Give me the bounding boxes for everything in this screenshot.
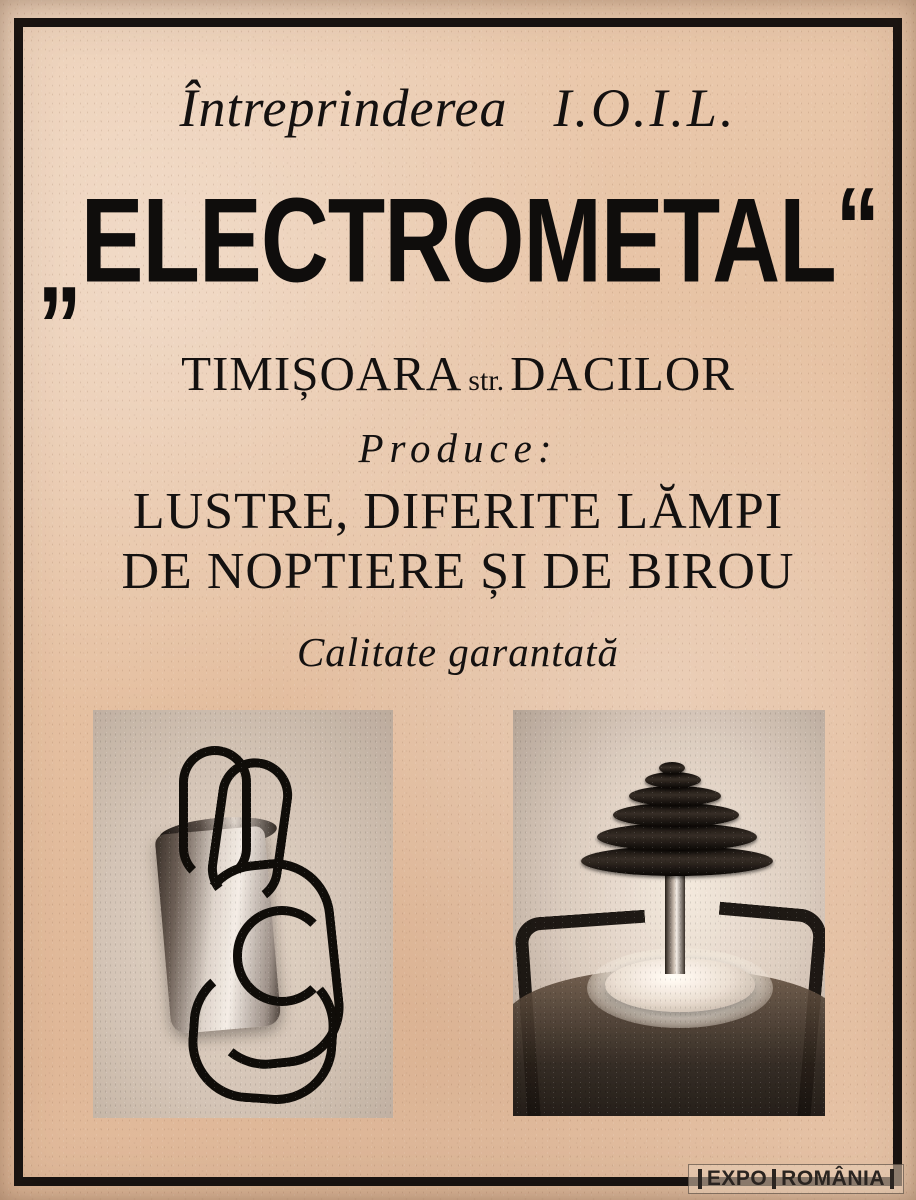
- quality-guarantee: Calitate garantată: [296, 629, 620, 676]
- product-photos: [49, 710, 867, 1118]
- street-abbrev: str.: [468, 363, 505, 397]
- products-list: [122, 482, 795, 603]
- watermark-bar-left: [698, 1169, 702, 1189]
- street-name: DACILOR: [510, 345, 735, 401]
- city-name: TIMIȘOARA: [181, 345, 463, 401]
- wire-loop-5: [233, 906, 331, 1006]
- watermark-bar-mid: [772, 1169, 776, 1189]
- lamp-stem: [665, 868, 685, 974]
- photo-lamp-wire-frame: [93, 710, 393, 1118]
- brand-name: ELECTROMETAL: [80, 172, 836, 308]
- quote-close: “: [835, 165, 879, 291]
- watermark-bar-right: [890, 1169, 894, 1189]
- advertisement-border: [14, 18, 902, 1186]
- address-line: [181, 345, 735, 402]
- advertisement-content: [23, 27, 893, 1177]
- company-initials: I.O.I.L.: [553, 78, 737, 138]
- watermark-part1: EXPO: [706, 1167, 768, 1190]
- company-name: Întreprinderea: [179, 78, 508, 138]
- brand-name-line: [37, 165, 879, 327]
- watermark-part2: ROMÂNIA: [781, 1167, 885, 1190]
- produces-label: Produce:: [358, 424, 558, 471]
- quote-open: „: [37, 201, 81, 327]
- products-line-1: LUSTRE, DIFERITE LĂMPI: [132, 482, 784, 540]
- company-line: [180, 77, 737, 139]
- photo-tiered-table-lamp: [513, 710, 825, 1116]
- watermark: [688, 1164, 904, 1194]
- products-line-2: DE NOPTIERE ȘI DE BIROU: [121, 542, 795, 600]
